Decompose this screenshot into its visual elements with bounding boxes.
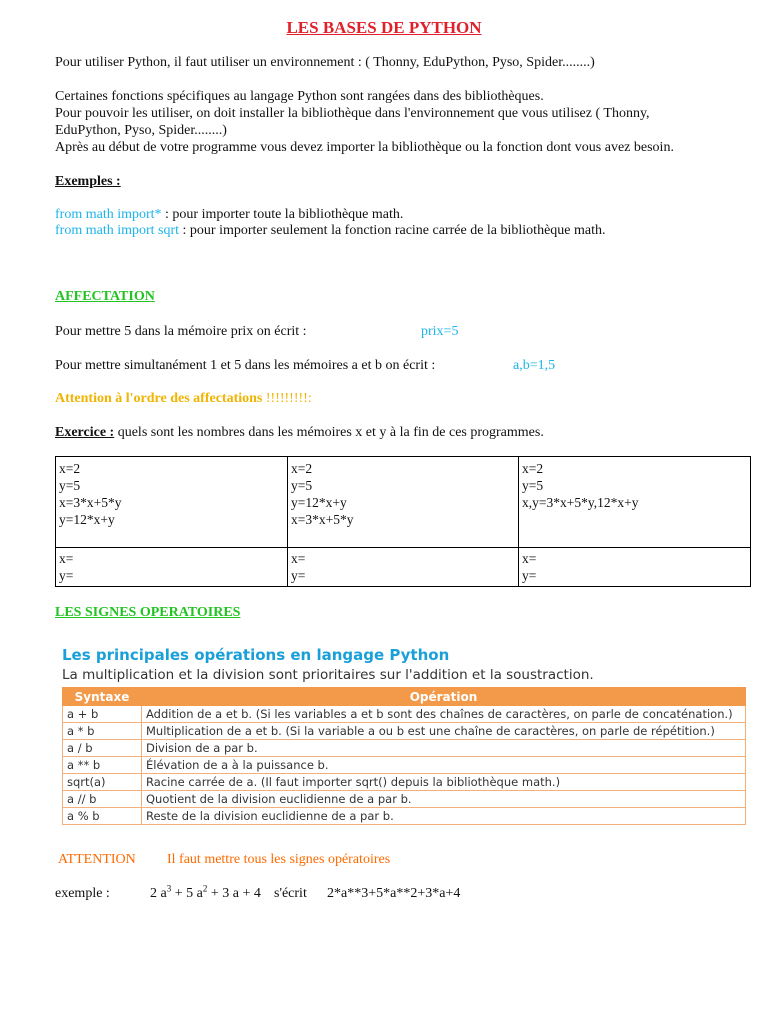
table-row [63,706,746,723]
affectation-line-1: Pour mettre 5 dans la mémoire prix on écrit : [55,324,307,339]
page-title: LES BASES DE PYTHON [286,18,482,37]
table-row [63,757,746,774]
operation-cell: Élévation de a à la puissance b. [142,757,746,774]
operations-subtitle: La multiplication et la division sont prioritaires sur l'addition et la soustraction. [62,667,594,683]
operation-cell: Division de a par b. [142,740,746,757]
exercise-statement [55,424,544,441]
exercise-text: quels sont les nombres dans les mémoires x et y à la fin de ces programmes. [114,425,544,440]
syntax-cell: a // b [63,791,142,808]
example-line-1 [55,206,403,223]
answer-y: y= [522,568,537,583]
attention-text: Il faut mettre tous les signes opératoires [167,852,391,867]
answer-cell-2[interactable] [291,550,305,584]
affectation-code-2: a,b=1,5 [513,358,556,373]
examples-heading: Exemples : [55,174,121,189]
program-line: y=5 [59,478,81,493]
ecrit-text: s'écrit [274,886,307,901]
affectation-warning [55,390,312,407]
paragraph-line-2: Pour pouvoir les utiliser, on doit installer la bibliothèque dans l'environnement que vous utilisez ( Thonny, [55,106,650,121]
header-operation: Opération [142,688,746,706]
exercise-label: Exercice : [55,425,115,440]
math-exponent-2: 2 [202,883,208,894]
program-line: x=2 [291,461,313,476]
operations-table [62,687,746,825]
operation-cell: Multiplication de a et b. (Si la variable a ou b est une chaîne de caractères, on parle de répétition.) [142,723,746,740]
program-line: y=12*x+y [59,512,115,527]
program-cell-3 [522,460,638,511]
table-row [63,808,746,825]
syntax-cell: a * b [63,723,142,740]
answer-x: x= [291,551,306,566]
program-line: y=5 [291,478,313,493]
operation-cell: Addition de a et b. (Si les variables a et b sont des chaînes de caractères, on parle de concaténation.) [142,706,746,723]
math-term-1: 2 a [150,886,167,901]
math-expression [150,885,261,902]
syntax-cell: a ** b [63,757,142,774]
program-line: y=5 [522,478,544,493]
affectation-heading: AFFECTATION [55,289,155,304]
example-code-1: from math import* [55,207,162,222]
example-line-2 [55,222,606,239]
program-line: x=3*x+5*y [291,512,354,527]
table-row [63,774,746,791]
program-cell-2 [291,460,353,528]
warning-text: Attention à l'ordre des affectations [55,391,263,406]
exercise-table [55,456,751,587]
answer-y: y= [59,568,74,583]
example-text-1: : pour importer toute la bibliothèque math. [161,207,404,222]
answer-x: x= [522,551,537,566]
operations-title: Les principales opérations en langage Python [62,646,450,664]
operation-cell: Quotient de la division euclidienne de a par b. [142,791,746,808]
answer-y: y= [291,568,306,583]
paragraph-line-1: Certaines fonctions spécifiques au langage Python sont rangées dans des bibliothèques. [55,89,544,104]
math-term-3: + 3 a + 4 [207,886,261,901]
exercise-column-1 [56,457,288,586]
paragraph-line-4: Après au début de votre programme vous devez importer la bibliothèque ou la fonction dont vous avez besoin. [55,140,674,155]
affectation-code-1: prix=5 [421,324,459,339]
syntax-cell: a / b [63,740,142,757]
intro-text: Pour utiliser Python, il faut utiliser un environnement : ( Thonny, EduPython, Pyso, Spider........) [55,55,595,70]
syntax-cell: a % b [63,808,142,825]
example-text-2: : pour importer seulement la fonction racine carrée de la bibliothèque math. [179,223,606,238]
operation-cell: Reste de la division euclidienne de a par b. [142,808,746,825]
attention-label: ATTENTION [58,852,136,867]
table-row [63,723,746,740]
operations-figure [60,646,750,836]
answer-cell-3[interactable] [522,550,536,584]
operations-header-row [63,688,746,706]
operation-cell: Racine carrée de a. (Il faut importer sqrt() depuis la bibliothèque math.) [142,774,746,791]
program-line: y=12*x+y [291,495,347,510]
paragraph-line-3: EduPython, Pyso, Spider........) [55,123,227,138]
answer-x: x= [59,551,74,566]
program-cell-1 [59,460,121,528]
affectation-line-2: Pour mettre simultanément 1 et 5 dans les mémoires a et b on écrit : [55,358,436,373]
program-line: x=2 [522,461,544,476]
syntax-cell: a + b [63,706,142,723]
math-term-2: + 5 a [171,886,203,901]
warning-marks: !!!!!!!!!: [262,391,312,406]
answer-cell-1[interactable] [59,550,73,584]
example-expr-label: exemple : [55,886,110,901]
signes-heading: LES SIGNES OPERATOIRES [55,605,241,620]
header-syntaxe: Syntaxe [63,688,142,706]
table-row [63,791,746,808]
example-code-2: from math import sqrt [55,223,180,238]
program-line: x,y=3*x+5*y,12*x+y [522,495,639,510]
program-line: x=2 [59,461,81,476]
exercise-column-2 [288,457,519,586]
exercise-column-3 [519,457,750,586]
table-row [63,740,746,757]
python-expression: 2*a**3+5*a**2+3*a+4 [327,886,461,901]
syntax-cell: sqrt(a) [63,774,142,791]
math-exponent-1: 3 [166,883,172,894]
program-line: x=3*x+5*y [59,495,122,510]
